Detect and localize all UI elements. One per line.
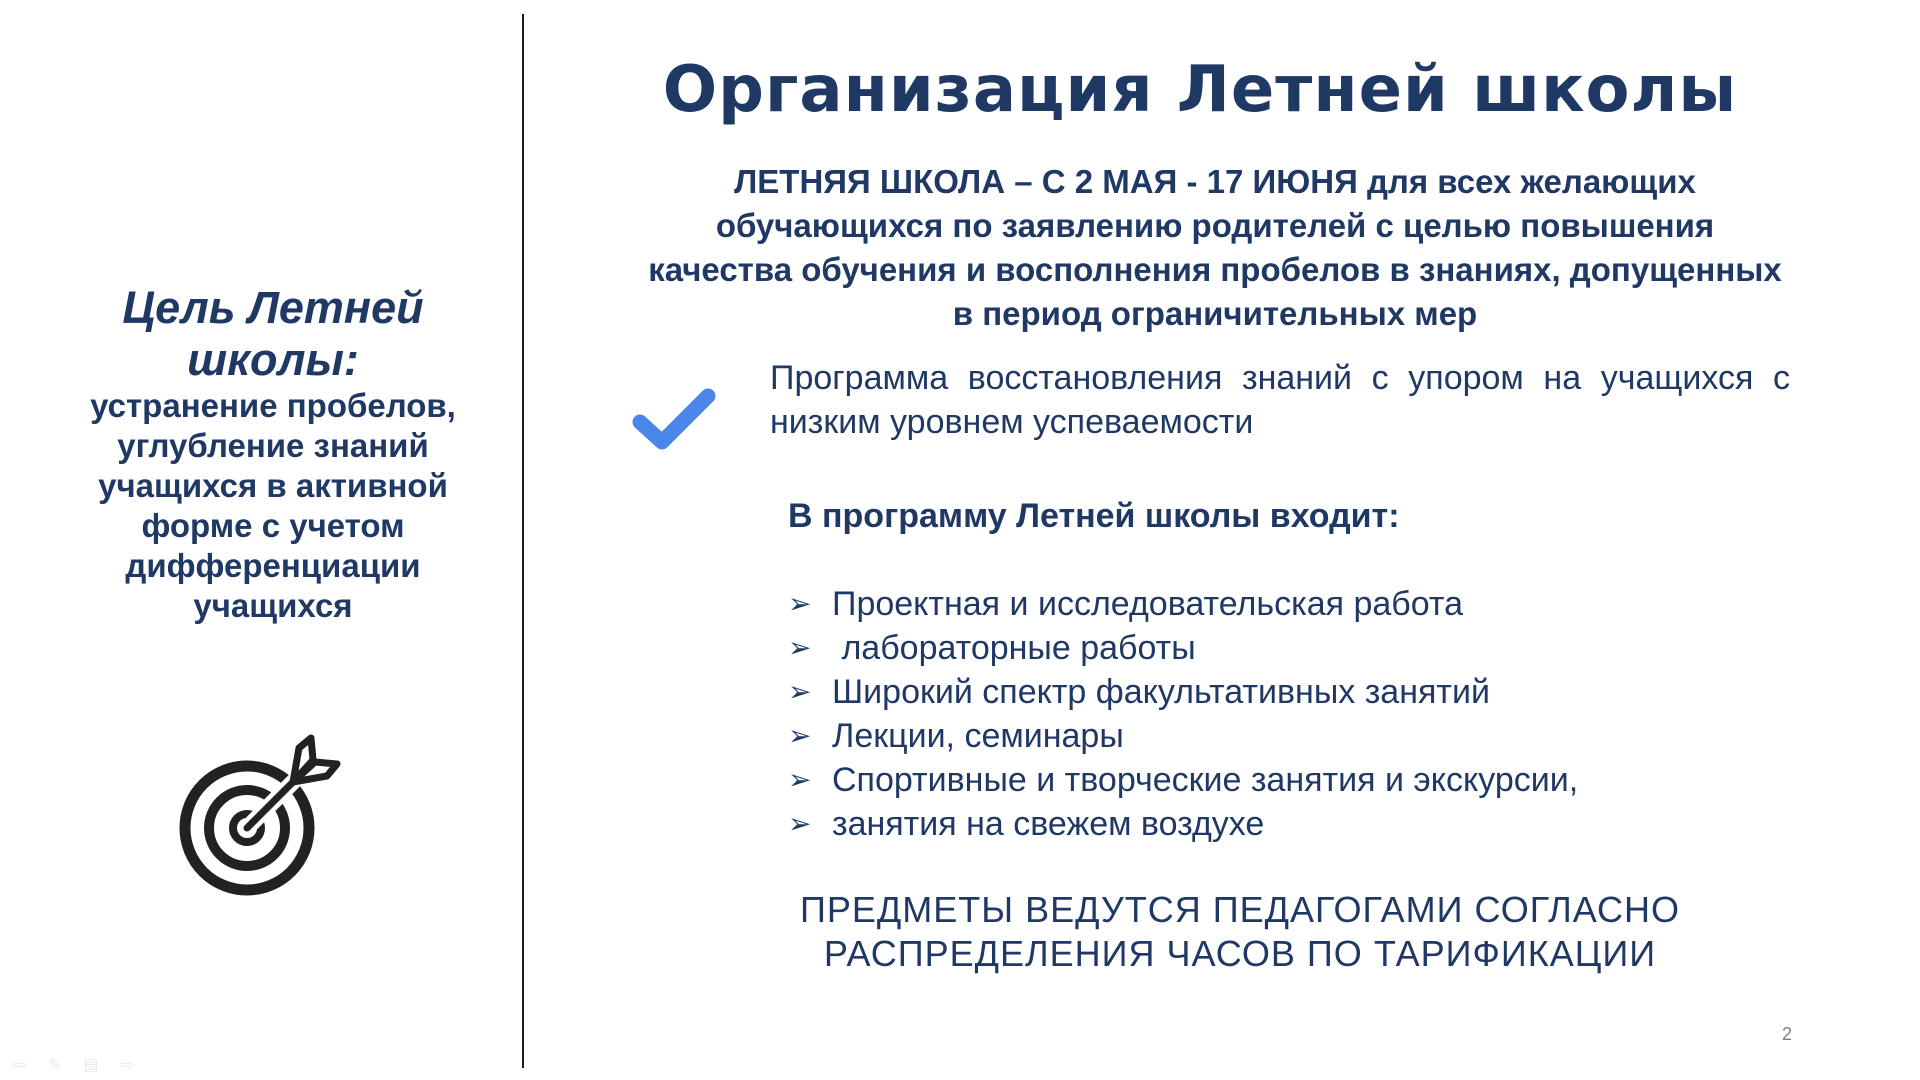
program-text: Программа восстановления знаний с упором на учащихся с низким уровнем успеваемости (770, 359, 1790, 441)
menu-icon[interactable]: ▤ (83, 1057, 99, 1074)
arrow-bullet-icon: ➢ (788, 808, 812, 839)
list-item-text: Проектная и исследовательская работа (832, 585, 1464, 623)
list-item (788, 582, 1578, 626)
check-icon (628, 386, 718, 456)
list-item-text: Широкий спектр факультативных занятий (832, 673, 1490, 711)
list-item (788, 670, 1578, 714)
previous-slide-icon[interactable]: ⇦ (12, 1057, 26, 1074)
pen-icon[interactable]: ✎ (48, 1057, 62, 1074)
arrow-bullet-icon: ➢ (788, 764, 812, 795)
list-item-text: Лекции, семинары (832, 717, 1124, 755)
slideshow-controls (8, 1058, 138, 1074)
goal-text: устранение пробелов, углубление знаний учащихся в активной форме с учетом дифференциации учащихся (90, 387, 456, 624)
list-item (788, 626, 1578, 670)
includes-list (788, 582, 1578, 846)
arrow-bullet-icon: ➢ (788, 676, 812, 707)
arrow-bullet-icon: ➢ (788, 720, 812, 751)
page-number: 2 (1782, 1024, 1793, 1044)
arrow-bullet-icon: ➢ (788, 632, 812, 663)
goal-title: Цель Летней школы: (122, 282, 424, 385)
arrow-bullet-icon: ➢ (788, 588, 812, 619)
list-item-text: Спортивные и творческие занятия и экскурсии, (832, 761, 1579, 799)
target-icon (175, 730, 345, 900)
footer-note: ПРЕДМЕТЫ ВЕДУТСЯ ПЕДАГОГАМИ СОГЛАСНО РАСПРЕДЕЛЕНИЯ ЧАСОВ ПО ТАРИФИКАЦИИ (799, 889, 1681, 974)
includes-title: В программу Летней школы входит: (788, 497, 1400, 535)
list-item (788, 758, 1578, 802)
list-item (788, 802, 1578, 846)
vertical-divider (522, 14, 524, 1068)
goal-block (48, 282, 498, 626)
intro-text: ЛЕТНЯЯ ШКОЛА – С 2 МАЯ - 17 ИЮНЯ для всех желающих обучающихся по заявлению родителей с целью повышения качества обучения и восполнения пробелов в знаниях, допущенных в период ограничительных мер (648, 163, 1782, 332)
slide-title: Организация Летней школы (662, 53, 1738, 127)
next-slide-icon[interactable]: ⇨ (120, 1057, 134, 1074)
list-item-text: лабораторные работы (832, 629, 1196, 667)
list-item-text: занятия на свежем воздухе (832, 805, 1265, 843)
list-item (788, 714, 1578, 758)
